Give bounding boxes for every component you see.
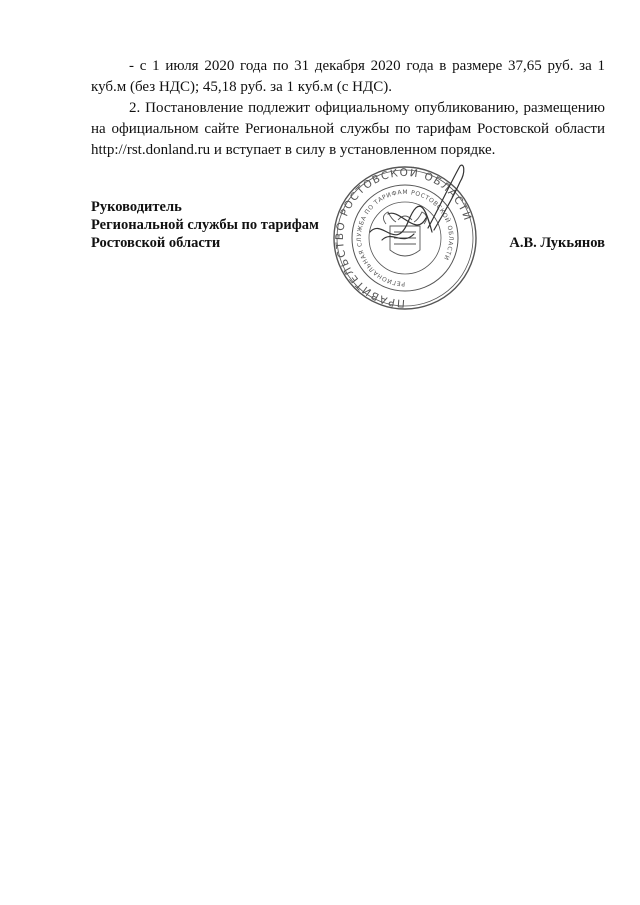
- signatory-title-line: Ростовской области: [91, 235, 221, 251]
- signatory-title-line: Руководитель: [91, 199, 182, 215]
- signatory-title: [91, 198, 351, 252]
- document-body: [91, 56, 605, 161]
- signatory-name: А.В. Лукьянов: [509, 235, 605, 251]
- seal-inner-text: РЕГИОНАЛЬНАЯ СЛУЖБА ПО ТАРИФАМ РОСТОВСКОЙ ОБЛАСТИ: [355, 188, 455, 288]
- publication-paragraph: 2. Постановление подлежит официальному опубликованию, размещению на официальном сайте Региональной службы по тарифам Ростовской области http://rst.donland.ru и вступает в силу в установленном порядке.: [91, 100, 605, 158]
- signatory-title-line: Региональной службы по тарифам: [91, 217, 319, 233]
- seal-outer-text: ПРАВИТЕЛЬСТВО РОСТОВСКОЙ ОБЛАСТИ: [333, 166, 474, 310]
- tariff-paragraph: - с 1 июля 2020 года по 31 декабря 2020 года в размере 37,65 руб. за 1 куб.м (без НДС); 45,18 руб. за 1 куб.м (с НДС).: [91, 58, 605, 95]
- signature-block: [91, 198, 605, 258]
